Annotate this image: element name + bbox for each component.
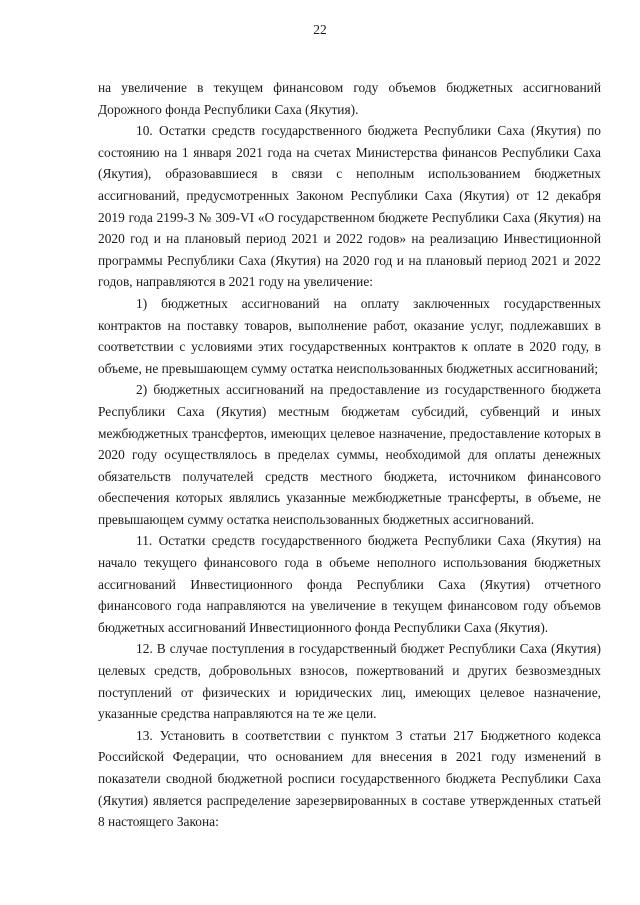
paragraph-subitem-1: 1) бюджетных ассигнований на оплату заключенных государственных контрактов на поставку товаров, выполнение работ, оказание услуг, подлежавших в соответствии с условиями этих государственных контрактов к оплате в 2020 году, в объеме, не превышающем сумму остатка неиспользованных бюджетных ассигнований;: [98, 295, 601, 376]
paragraph-item-10: 10. Остатки средств государственного бюджета Республики Саха (Якутия) по состоянию на 1 января 2021 года на счетах Министерства финансов Республики Саха (Якутия), образовавшиеся в связи с неполным использованием бюджетных ассигнований, предусмотренных Законом Республики Саха (Якутия) от 12 декабря 2019 года 2199-З № 309-VI «О государственном бюджете Республики Саха (Якутия) на 2020 год и на плановый период 2021 и 2022 годов» на реализацию Инвестиционной программы Республики Саха (Якутия) на 2020 год и на плановый период 2021 и 2022 годов, направляются в 2021 году на увеличение:: [98, 123, 601, 290]
paragraph-item-11: 11. Остатки средств государственного бюджета Республики Саха (Якутия) на начало текущего финансового года в объеме неполного использования бюджетных ассигнований Инвестиционного фонда Республики Саха (Якутия) отчетного финансового года направляются на увеличение в текущем финансовом году объемов бюджетных ассигнований Инвестиционного фонда Республики Саха (Якутия).: [98, 533, 601, 635]
paragraph-subitem-2: 2) бюджетных ассигнований на предоставление из государственного бюджета Республики Саха (Якутия) местным бюджетам субсидий, субвенций и иных межбюджетных трансфертов, имеющих целевое назначение, предоставление которых в 2020 году осуществлялось в пределах суммы, необходимой для оплаты денежных обязательств получателей средств местного бюджета, источником финансового обеспечения которых являлись указанные межбюджетные трансферты, в объеме, не превышающем сумму остатка неиспользованных бюджетных ассигнований.: [98, 382, 601, 527]
paragraph-continuation: на увеличение в текущем финансовом году объемов бюджетных ассигнований Дорожного фонда Республики Саха (Якутия).: [98, 80, 601, 117]
paragraph-item-12: 12. В случае поступления в государственный бюджет Республики Саха (Якутия) целевых средств, добровольных взносов, пожертвований и других безвозмездных поступлений от физических и юридических лиц, имеющих целевое назначение, указанные средства направляются на те же цели.: [98, 641, 601, 722]
document-body: [98, 77, 601, 833]
paragraph-item-13: 13. Установить в соответствии с пунктом 3 статьи 217 Бюджетного кодекса Российской Федерации, что основанием для внесения в 2021 году изменений в показатели сводной бюджетной росписи государственного бюджета Республики Саха (Якутия) является распределение зарезервированных в составе утвержденных статьей 8 настоящего Закона:: [98, 727, 601, 830]
page-number: 22: [313, 22, 327, 37]
